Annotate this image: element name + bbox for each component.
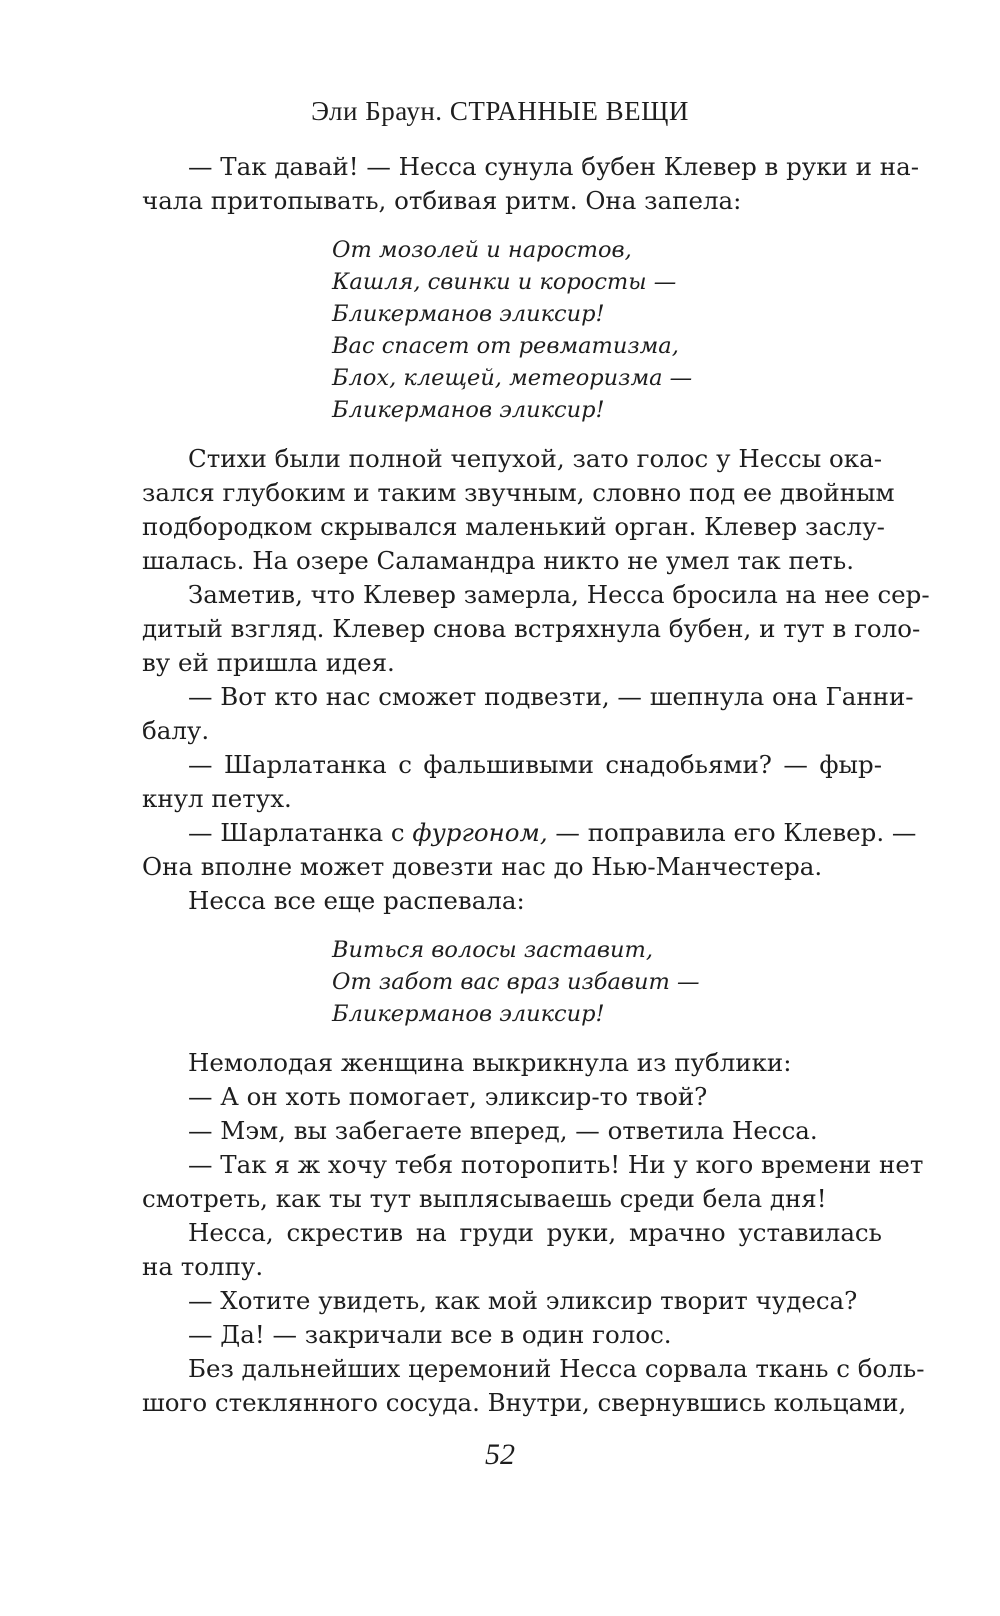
text-segment: — поправила его Клевер. — [547, 818, 917, 847]
text-line: на толпу. [142, 1252, 264, 1281]
text-line: Она вполне может довезти нас до Нью-Манчестера. [142, 852, 823, 881]
text-line: — Мэм, вы забегаете вперед, — ответила Несса. [188, 1116, 818, 1145]
text-line: дитый взгляд. Клевер снова встряхнула бубен, и тут в голо- [142, 614, 921, 643]
verse-line: От забот вас враз избавит — [332, 969, 700, 995]
text-line: Несса, скрестив на груди руки, мрачно уставилась [188, 1218, 882, 1247]
text-line: Заметив, что Клевер замерла, Несса бросила на нее сер- [188, 580, 930, 609]
text-line: чала притопывать, отбивая ритм. Она запела: [142, 186, 742, 215]
verse-line: Бликерманов эликсир! [332, 1001, 605, 1027]
text-line: Стихи были полной чепухой, зато голос у Нессы ока- [188, 444, 882, 473]
text-line: — Так давай! — Несса сунула бубен Клевер в руки и на- [188, 152, 919, 181]
text-line: — Так я ж хочу тебя поторопить! Ни у кого времени нет [188, 1150, 924, 1179]
verse-line: Вас спасет от ревматизма, [332, 333, 679, 359]
main-text [142, 150, 930, 1420]
verse-line: От мозолей и наростов, [332, 237, 632, 263]
text-line: подбородком скрывался маленький орган. Клевер заслу- [142, 512, 885, 541]
verse-line: Блох, клещей, метеоризма — [332, 365, 693, 391]
text-line: зался глубоким и таким звучным, словно под ее двойным [142, 478, 895, 507]
text-line: — Шарлатанка с фальшивыми снадобьями? — фыр- [188, 750, 882, 779]
text-line: шалась. На озере Саламандра никто не умел так петь. [142, 546, 854, 575]
text-line: балу. [142, 716, 210, 745]
text-segment: — Шарлатанка с [188, 818, 413, 847]
verse-line: Бликерманов эликсир! [332, 397, 605, 423]
text-line: шого стеклянного сосуда. Внутри, свернувшись кольцами, [142, 1388, 907, 1417]
text-line: Несса все еще распевала: [188, 886, 525, 915]
text-line [142, 816, 917, 850]
text-line: — Да! — закричали все в один голос. [188, 1320, 672, 1349]
header-author: Эли Браун. [311, 96, 443, 126]
text-line: смотреть, как ты тут выплясываешь среди бела дня! [142, 1184, 827, 1213]
text-line: кнул петух. [142, 784, 292, 813]
verse-line: Виться волосы заставит, [332, 937, 653, 963]
text-line: — Вот кто нас сможет подвезти, — шепнула она Ганни- [188, 682, 914, 711]
text-line: — А он хоть помогает, эликсир-то твой? [188, 1082, 708, 1111]
text-line: ву ей пришла идея. [142, 648, 395, 677]
verse-line: Бликерманов эликсир! [332, 301, 605, 327]
text-line: Без дальнейших церемоний Несса сорвала ткань с боль- [188, 1354, 925, 1383]
verse-line: Кашля, свинки и коросты — [332, 269, 677, 295]
header-title: СТРАННЫЕ ВЕЩИ [449, 96, 689, 126]
emphasis-word: фургоном, [412, 818, 548, 847]
page-number: 52 [485, 1438, 515, 1471]
text-line: Немолодая женщина выкрикнула из публики: [188, 1048, 792, 1077]
running-header [0, 96, 1000, 127]
text-line: — Хотите увидеть, как мой эликсир творит чудеса? [188, 1286, 858, 1315]
